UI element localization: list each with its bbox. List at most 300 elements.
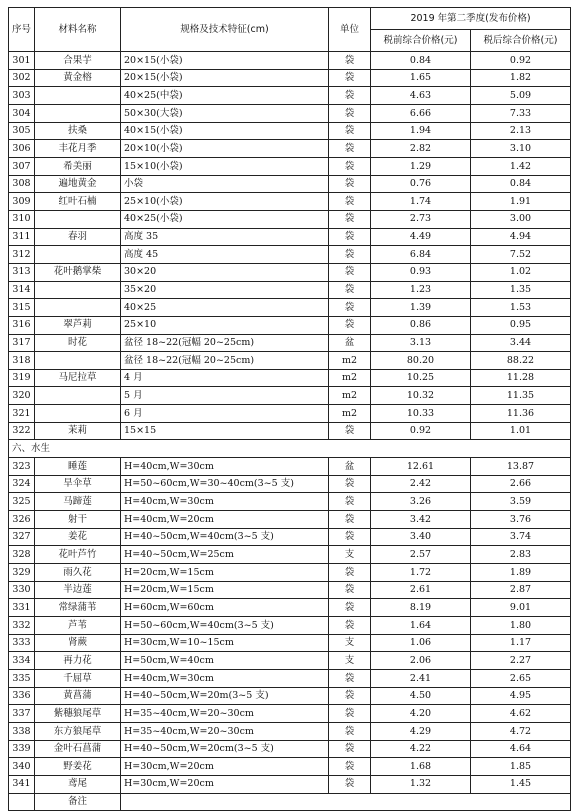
- col-name-header: 材料名称: [35, 8, 121, 52]
- table-row: [9, 458, 571, 476]
- row-name: 马尼拉草: [35, 369, 121, 387]
- table-row: [9, 52, 571, 70]
- col-seq-header: 序号: [9, 8, 35, 52]
- row-spec: 35×20: [121, 281, 329, 299]
- row-unit: 袋: [329, 69, 371, 87]
- notes-label: 备注: [35, 793, 121, 811]
- row-spec: 盆径 18~22(冠幅 20~25cm): [121, 334, 329, 352]
- row-spec: 高度 35: [121, 228, 329, 246]
- row-seq: 329: [9, 564, 35, 582]
- row-pre-tax: 1.94: [371, 122, 471, 140]
- table-row: [9, 246, 571, 264]
- row-spec: H=40~50cm,W=25cm: [121, 546, 329, 564]
- row-spec: 15×15: [121, 422, 329, 440]
- row-unit: 袋: [329, 475, 371, 493]
- row-post-tax: 3.00: [471, 210, 571, 228]
- row-seq: 311: [9, 228, 35, 246]
- row-seq: 313: [9, 263, 35, 281]
- row-unit: 袋: [329, 705, 371, 723]
- row-seq: 319: [9, 369, 35, 387]
- row-name: 睡莲: [35, 458, 121, 476]
- row-unit: m2: [329, 405, 371, 423]
- row-name: 姜花: [35, 528, 121, 546]
- row-name: 射干: [35, 511, 121, 529]
- row-unit: 袋: [329, 281, 371, 299]
- row-pre-tax: 1.65: [371, 69, 471, 87]
- row-post-tax: 7.33: [471, 104, 571, 122]
- table-row: [9, 740, 571, 758]
- table-row: [9, 599, 571, 617]
- row-seq: 306: [9, 140, 35, 158]
- table-row: [9, 228, 571, 246]
- row-name: 旱伞草: [35, 475, 121, 493]
- row-pre-tax: 1.23: [371, 281, 471, 299]
- row-post-tax: 0.95: [471, 316, 571, 334]
- row-unit: 袋: [329, 157, 371, 175]
- table-row: [9, 652, 571, 670]
- row-name: 希美丽: [35, 157, 121, 175]
- table-row: [9, 528, 571, 546]
- row-seq: 336: [9, 687, 35, 705]
- row-spec: H=40~50cm,W=20cm(3~5 支): [121, 740, 329, 758]
- row-spec: 5 月: [121, 387, 329, 405]
- notes-empty-cell: [9, 793, 35, 811]
- notes-content: [121, 793, 571, 811]
- table-row: [9, 210, 571, 228]
- row-spec: 盆径 18~22(冠幅 20~25cm): [121, 352, 329, 370]
- row-unit: 袋: [329, 299, 371, 317]
- row-unit: 袋: [329, 246, 371, 264]
- table-row: [9, 104, 571, 122]
- row-spec: 30×20: [121, 263, 329, 281]
- row-pre-tax: 2.06: [371, 652, 471, 670]
- row-spec: 20×15(小袋): [121, 69, 329, 87]
- row-seq: 322: [9, 422, 35, 440]
- col-post-tax-header: 税后综合价格(元): [471, 30, 571, 52]
- row-unit: 袋: [329, 422, 371, 440]
- table-row: [9, 546, 571, 564]
- row-unit: 袋: [329, 210, 371, 228]
- row-name: 红叶石楠: [35, 193, 121, 211]
- row-unit: 袋: [329, 228, 371, 246]
- row-seq: 301: [9, 52, 35, 70]
- row-unit: 支: [329, 546, 371, 564]
- row-unit: 袋: [329, 581, 371, 599]
- row-post-tax: 2.27: [471, 652, 571, 670]
- row-name: 春羽: [35, 228, 121, 246]
- row-post-tax: 1.91: [471, 193, 571, 211]
- row-unit: 袋: [329, 617, 371, 635]
- section-title: 六、水生: [9, 440, 571, 458]
- row-spec: H=50cm,W=40cm: [121, 652, 329, 670]
- col-spec-header: 规格及技术特征(cm): [121, 8, 329, 52]
- row-spec: H=35~40cm,W=20~30cm: [121, 722, 329, 740]
- table-row: [9, 511, 571, 529]
- row-spec: H=20cm,W=15cm: [121, 564, 329, 582]
- row-pre-tax: 6.66: [371, 104, 471, 122]
- row-pre-tax: 4.49: [371, 228, 471, 246]
- row-pre-tax: 3.13: [371, 334, 471, 352]
- row-post-tax: 1.82: [471, 69, 571, 87]
- row-pre-tax: 6.84: [371, 246, 471, 264]
- row-seq: 330: [9, 581, 35, 599]
- row-post-tax: 4.62: [471, 705, 571, 723]
- row-spec: H=30cm,W=20cm: [121, 775, 329, 793]
- table-row: [9, 669, 571, 687]
- row-post-tax: 2.66: [471, 475, 571, 493]
- row-pre-tax: 10.32: [371, 387, 471, 405]
- row-spec: 40×25: [121, 299, 329, 317]
- row-name: 芦苇: [35, 617, 121, 635]
- row-pre-tax: 0.84: [371, 52, 471, 70]
- row-unit: 支: [329, 652, 371, 670]
- row-pre-tax: 3.26: [371, 493, 471, 511]
- row-name: [35, 104, 121, 122]
- table-row: [9, 564, 571, 582]
- row-spec: 25×10: [121, 316, 329, 334]
- row-unit: 袋: [329, 775, 371, 793]
- row-seq: 341: [9, 775, 35, 793]
- row-spec: H=40cm,W=30cm: [121, 493, 329, 511]
- table-row: [9, 175, 571, 193]
- row-spec: 15×10(小袋): [121, 157, 329, 175]
- row-seq: 308: [9, 175, 35, 193]
- row-seq: 316: [9, 316, 35, 334]
- row-name: 合果芋: [35, 52, 121, 70]
- row-name: 花叶鹅掌柴: [35, 263, 121, 281]
- row-spec: H=40~50cm,W=20m(3~5 支): [121, 687, 329, 705]
- row-seq: 307: [9, 157, 35, 175]
- row-post-tax: 2.13: [471, 122, 571, 140]
- col-unit-header: 单位: [329, 8, 371, 52]
- table-row: [9, 193, 571, 211]
- table-row: [9, 475, 571, 493]
- row-post-tax: 11.36: [471, 405, 571, 423]
- row-unit: 袋: [329, 140, 371, 158]
- table-row: [9, 617, 571, 635]
- table-row: [9, 69, 571, 87]
- price-table: [8, 7, 571, 811]
- row-pre-tax: 1.29: [371, 157, 471, 175]
- row-unit: 袋: [329, 193, 371, 211]
- row-spec: 25×10(小袋): [121, 193, 329, 211]
- row-pre-tax: 2.41: [371, 669, 471, 687]
- row-name: [35, 87, 121, 105]
- row-spec: 40×25(小袋): [121, 210, 329, 228]
- row-seq: 331: [9, 599, 35, 617]
- table-row: [9, 687, 571, 705]
- row-pre-tax: 0.76: [371, 175, 471, 193]
- row-post-tax: 0.92: [471, 52, 571, 70]
- row-name: 马蹄莲: [35, 493, 121, 511]
- row-pre-tax: 4.22: [371, 740, 471, 758]
- table-row: [9, 122, 571, 140]
- row-post-tax: 3.44: [471, 334, 571, 352]
- row-seq: 324: [9, 475, 35, 493]
- row-name: 雨久花: [35, 564, 121, 582]
- row-spec: 小袋: [121, 175, 329, 193]
- row-spec: H=20cm,W=15cm: [121, 581, 329, 599]
- row-name: 黄菖蒲: [35, 687, 121, 705]
- row-seq: 327: [9, 528, 35, 546]
- table-row: [9, 352, 571, 370]
- row-post-tax: 1.53: [471, 299, 571, 317]
- row-name: [35, 387, 121, 405]
- row-name: 扶桑: [35, 122, 121, 140]
- row-unit: 盆: [329, 458, 371, 476]
- table-row: [9, 722, 571, 740]
- col-pre-tax-header: 税前综合价格(元): [371, 30, 471, 52]
- row-seq: 314: [9, 281, 35, 299]
- table-row: [9, 422, 571, 440]
- row-spec: 50×30(大袋): [121, 104, 329, 122]
- row-unit: 袋: [329, 528, 371, 546]
- row-seq: 303: [9, 87, 35, 105]
- row-pre-tax: 0.93: [371, 263, 471, 281]
- row-spec: H=40cm,W=20cm: [121, 511, 329, 529]
- row-post-tax: 3.76: [471, 511, 571, 529]
- row-post-tax: 1.35: [471, 281, 571, 299]
- row-post-tax: 88.22: [471, 352, 571, 370]
- row-post-tax: 1.85: [471, 758, 571, 776]
- row-post-tax: 1.02: [471, 263, 571, 281]
- row-post-tax: 9.01: [471, 599, 571, 617]
- row-name: 鸢尾: [35, 775, 121, 793]
- row-spec: H=35~40cm,W=20~30cm: [121, 705, 329, 723]
- row-spec: H=30cm,W=10~15cm: [121, 634, 329, 652]
- row-post-tax: 1.01: [471, 422, 571, 440]
- row-unit: 袋: [329, 122, 371, 140]
- row-name: 再力花: [35, 652, 121, 670]
- row-seq: 326: [9, 511, 35, 529]
- table-row: [9, 299, 571, 317]
- row-post-tax: 11.28: [471, 369, 571, 387]
- row-seq: 320: [9, 387, 35, 405]
- row-name: 茉莉: [35, 422, 121, 440]
- row-pre-tax: 1.06: [371, 634, 471, 652]
- row-post-tax: 1.80: [471, 617, 571, 635]
- row-pre-tax: 3.40: [371, 528, 471, 546]
- row-post-tax: 3.74: [471, 528, 571, 546]
- table-body-section-5: [9, 52, 571, 440]
- row-pre-tax: 2.61: [371, 581, 471, 599]
- row-post-tax: 5.09: [471, 87, 571, 105]
- row-spec: H=50~60cm,W=40cm(3~5 支): [121, 617, 329, 635]
- row-unit: 袋: [329, 740, 371, 758]
- row-pre-tax: 4.20: [371, 705, 471, 723]
- row-post-tax: 3.10: [471, 140, 571, 158]
- row-seq: 332: [9, 617, 35, 635]
- row-name: 紫穗狼尾草: [35, 705, 121, 723]
- row-unit: 袋: [329, 493, 371, 511]
- table-row: [9, 157, 571, 175]
- table-row: [9, 705, 571, 723]
- row-pre-tax: 2.57: [371, 546, 471, 564]
- row-name: 黄金榕: [35, 69, 121, 87]
- row-unit: 袋: [329, 687, 371, 705]
- row-seq: 325: [9, 493, 35, 511]
- row-seq: 302: [9, 69, 35, 87]
- row-pre-tax: 1.68: [371, 758, 471, 776]
- row-name: 常绿蒲苇: [35, 599, 121, 617]
- row-spec: 40×25(中袋): [121, 87, 329, 105]
- table-row: [9, 581, 571, 599]
- table-body-section-6: [9, 458, 571, 793]
- row-unit: 袋: [329, 722, 371, 740]
- table-row: [9, 87, 571, 105]
- row-unit: 袋: [329, 511, 371, 529]
- table-row: [9, 775, 571, 793]
- row-pre-tax: 2.82: [371, 140, 471, 158]
- table-row: [9, 405, 571, 423]
- row-unit: 袋: [329, 669, 371, 687]
- row-spec: 4 月: [121, 369, 329, 387]
- row-unit: 袋: [329, 599, 371, 617]
- table-row: [9, 281, 571, 299]
- row-pre-tax: 80.20: [371, 352, 471, 370]
- row-unit: 盆: [329, 334, 371, 352]
- row-unit: 袋: [329, 104, 371, 122]
- row-seq: 321: [9, 405, 35, 423]
- row-unit: 袋: [329, 175, 371, 193]
- row-seq: 305: [9, 122, 35, 140]
- row-post-tax: 4.72: [471, 722, 571, 740]
- row-pre-tax: 0.86: [371, 316, 471, 334]
- row-seq: 309: [9, 193, 35, 211]
- row-name: 丰花月季: [35, 140, 121, 158]
- row-post-tax: 7.52: [471, 246, 571, 264]
- row-seq: 323: [9, 458, 35, 476]
- row-seq: 334: [9, 652, 35, 670]
- row-name: [35, 210, 121, 228]
- row-name: 花叶芦竹: [35, 546, 121, 564]
- row-unit: 支: [329, 634, 371, 652]
- section-header: [9, 440, 571, 458]
- row-name: [35, 299, 121, 317]
- row-unit: 袋: [329, 758, 371, 776]
- row-pre-tax: 1.64: [371, 617, 471, 635]
- row-post-tax: 3.59: [471, 493, 571, 511]
- row-name: 野姜花: [35, 758, 121, 776]
- row-unit: 袋: [329, 263, 371, 281]
- row-seq: 339: [9, 740, 35, 758]
- row-pre-tax: 2.73: [371, 210, 471, 228]
- row-spec: H=50~60cm,W=30~40cm(3~5 支): [121, 475, 329, 493]
- row-post-tax: 1.45: [471, 775, 571, 793]
- row-spec: H=40cm,W=30cm: [121, 458, 329, 476]
- row-name: [35, 352, 121, 370]
- table-row: [9, 634, 571, 652]
- row-pre-tax: 12.61: [371, 458, 471, 476]
- row-spec: 40×15(小袋): [121, 122, 329, 140]
- row-post-tax: 11.35: [471, 387, 571, 405]
- period-header: 2019 年第二季度(发布价格): [371, 8, 571, 30]
- row-pre-tax: 1.72: [371, 564, 471, 582]
- row-name: [35, 246, 121, 264]
- row-unit: 袋: [329, 564, 371, 582]
- row-pre-tax: 1.74: [371, 193, 471, 211]
- row-spec: H=40~50cm,W=40cm(3~5 支): [121, 528, 329, 546]
- row-pre-tax: 0.92: [371, 422, 471, 440]
- row-spec: 20×10(小袋): [121, 140, 329, 158]
- row-unit: 袋: [329, 87, 371, 105]
- row-post-tax: 4.95: [471, 687, 571, 705]
- row-post-tax: 2.83: [471, 546, 571, 564]
- row-seq: 310: [9, 210, 35, 228]
- row-seq: 333: [9, 634, 35, 652]
- row-seq: 338: [9, 722, 35, 740]
- row-post-tax: 4.94: [471, 228, 571, 246]
- row-spec: 20×15(小袋): [121, 52, 329, 70]
- row-seq: 328: [9, 546, 35, 564]
- table-row: [9, 387, 571, 405]
- row-pre-tax: 10.33: [371, 405, 471, 423]
- row-name: 时花: [35, 334, 121, 352]
- row-name: [35, 405, 121, 423]
- row-pre-tax: 8.19: [371, 599, 471, 617]
- row-seq: 312: [9, 246, 35, 264]
- row-pre-tax: 4.63: [371, 87, 471, 105]
- row-unit: m2: [329, 387, 371, 405]
- row-name: 千屈草: [35, 669, 121, 687]
- row-post-tax: 0.84: [471, 175, 571, 193]
- row-name: [35, 281, 121, 299]
- row-pre-tax: 1.39: [371, 299, 471, 317]
- row-name: 金叶石菖蒲: [35, 740, 121, 758]
- row-post-tax: 2.65: [471, 669, 571, 687]
- table-row: [9, 140, 571, 158]
- row-seq: 318: [9, 352, 35, 370]
- table-row: [9, 263, 571, 281]
- row-unit: 袋: [329, 316, 371, 334]
- row-post-tax: 1.42: [471, 157, 571, 175]
- row-name: 肾蕨: [35, 634, 121, 652]
- row-unit: 袋: [329, 52, 371, 70]
- row-name: 东方狼尾草: [35, 722, 121, 740]
- row-spec: 高度 45: [121, 246, 329, 264]
- table-row: [9, 316, 571, 334]
- row-post-tax: 1.17: [471, 634, 571, 652]
- table-row: [9, 758, 571, 776]
- row-name: 遍地黄金: [35, 175, 121, 193]
- table-row: [9, 334, 571, 352]
- row-seq: 304: [9, 104, 35, 122]
- row-spec: H=60cm,W=60cm: [121, 599, 329, 617]
- row-post-tax: 4.64: [471, 740, 571, 758]
- row-name: 翠芦莉: [35, 316, 121, 334]
- row-post-tax: 13.87: [471, 458, 571, 476]
- row-seq: 340: [9, 758, 35, 776]
- row-spec: H=40cm,W=30cm: [121, 669, 329, 687]
- notes-section: [9, 793, 571, 811]
- row-pre-tax: 10.25: [371, 369, 471, 387]
- row-pre-tax: 4.29: [371, 722, 471, 740]
- row-pre-tax: 3.42: [371, 511, 471, 529]
- row-seq: 337: [9, 705, 35, 723]
- table-row: [9, 493, 571, 511]
- header-row: [9, 8, 571, 30]
- row-spec: H=30cm,W=20cm: [121, 758, 329, 776]
- row-pre-tax: 2.42: [371, 475, 471, 493]
- row-post-tax: 1.89: [471, 564, 571, 582]
- row-unit: m2: [329, 369, 371, 387]
- row-unit: m2: [329, 352, 371, 370]
- row-spec: 6 月: [121, 405, 329, 423]
- row-seq: 317: [9, 334, 35, 352]
- row-name: 半边莲: [35, 581, 121, 599]
- row-seq: 315: [9, 299, 35, 317]
- row-seq: 335: [9, 669, 35, 687]
